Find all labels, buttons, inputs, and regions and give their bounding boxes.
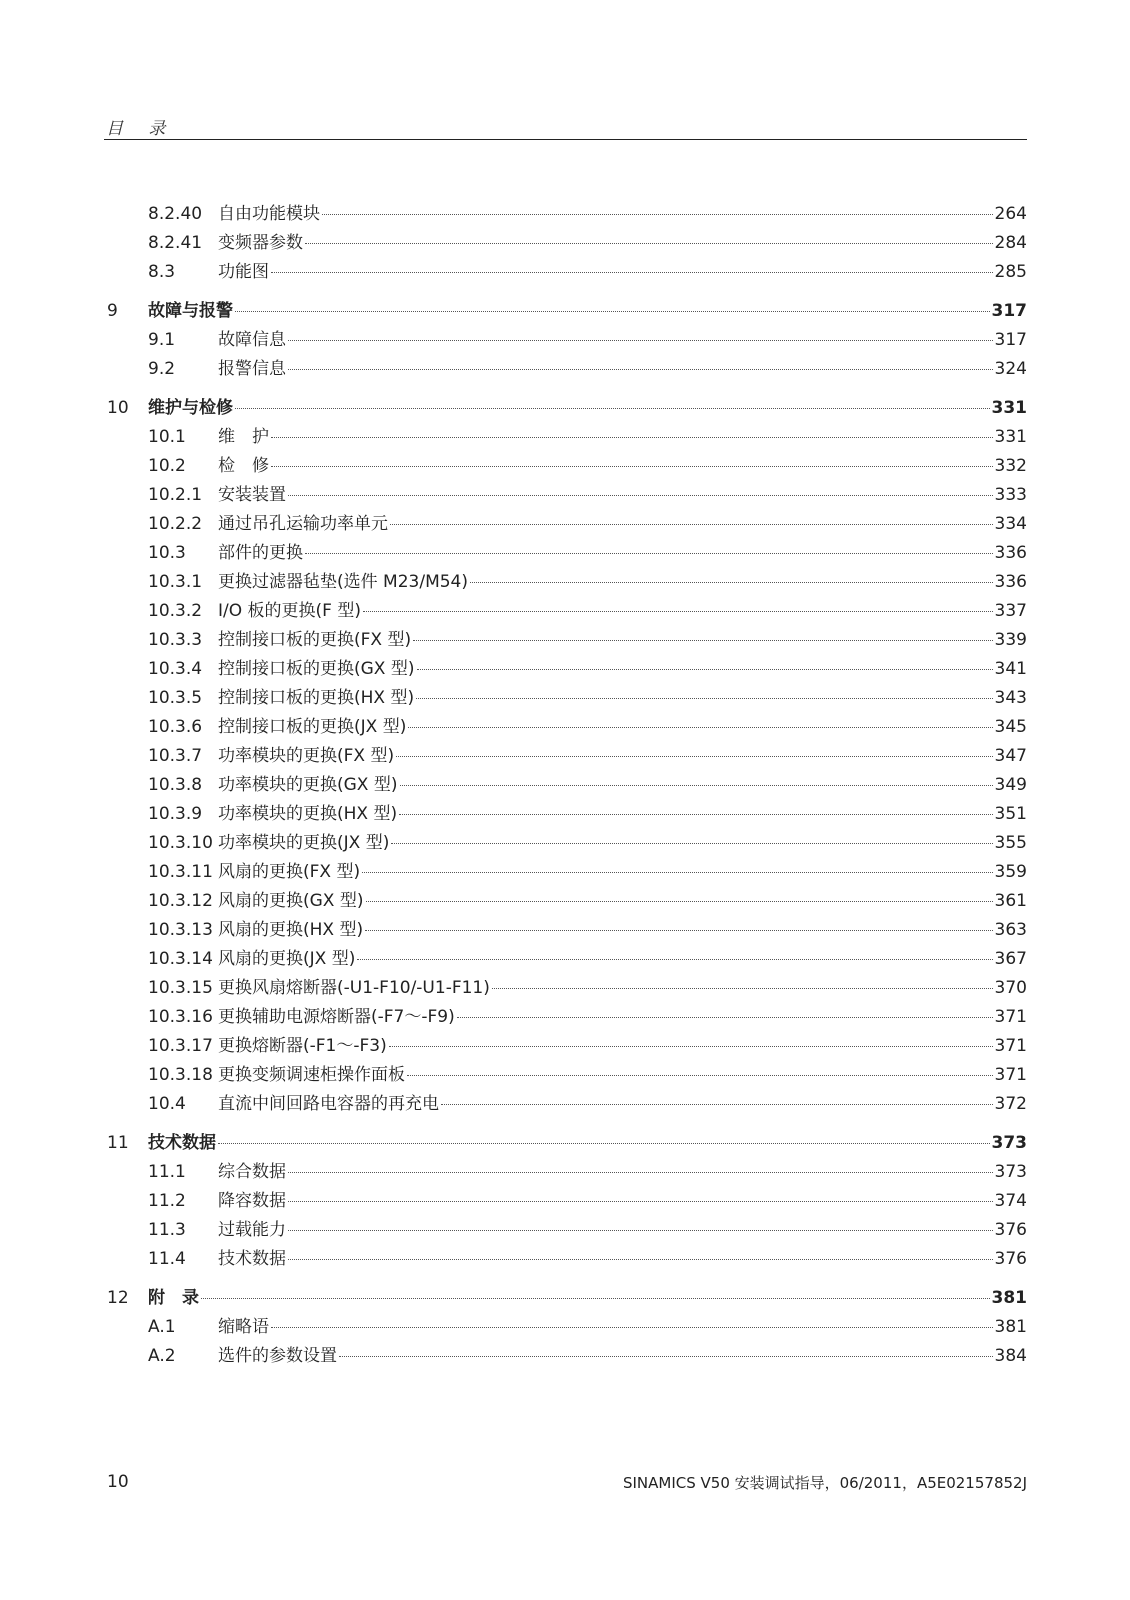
dot-leader xyxy=(235,408,990,409)
toc-entry-page: 349 xyxy=(994,775,1027,795)
toc-entry-title: 技术数据 xyxy=(148,1133,216,1153)
toc-entry-page: 284 xyxy=(994,233,1027,253)
document-info: SINAMICS V50 安装调试指导，06/2011，A5E02157852J xyxy=(622,1474,1027,1492)
toc-section-entry[interactable] xyxy=(0,570,1130,594)
toc-entry-title: 故障与报警 xyxy=(148,301,233,321)
toc-entry-number: 11.4 xyxy=(148,1249,186,1269)
dot-leader xyxy=(399,814,992,815)
dot-leader xyxy=(391,843,992,844)
toc-entry-title: 控制接口板的更换(FX 型) xyxy=(218,630,412,650)
toc-section-entry[interactable] xyxy=(0,425,1130,449)
toc-entry-title: 报警信息 xyxy=(218,359,286,379)
dot-leader xyxy=(363,611,993,612)
toc-entry-line xyxy=(218,512,1027,536)
toc-entry-page: 370 xyxy=(994,978,1027,998)
toc-entry-title: 功率模块的更换(JX 型) xyxy=(218,833,390,853)
toc-entry-line xyxy=(148,1286,1027,1310)
toc-entry-number: 10.3.8 xyxy=(148,775,203,795)
toc-entry-page: 355 xyxy=(994,833,1027,853)
toc-entry-title: 更换过滤器毡垫(选件 M23/M54) xyxy=(218,572,468,592)
toc-entry-line xyxy=(218,570,1027,594)
toc-entry-title: 通过吊孔运输功率单元 xyxy=(218,514,388,534)
toc-entry-title: 控制接口板的更换(GX 型) xyxy=(218,659,415,679)
toc-entry-title: 变频器参数 xyxy=(218,233,303,253)
toc-entry-line xyxy=(218,1189,1027,1213)
toc-entry-line xyxy=(218,1063,1027,1087)
toc-entry-title: 附 录 xyxy=(148,1288,199,1308)
dot-leader xyxy=(288,1259,993,1260)
toc-entry-line xyxy=(218,889,1027,913)
toc-entry-number: 10.2 xyxy=(148,456,186,476)
toc-entry-page: 367 xyxy=(994,949,1027,969)
toc-chapter-entry[interactable] xyxy=(0,396,1130,420)
dot-leader xyxy=(417,669,993,670)
toc-entry-title: 控制接口板的更换(JX 型) xyxy=(218,717,407,737)
dot-leader xyxy=(201,1298,990,1299)
toc-entry-title: 维 护 xyxy=(218,427,269,447)
page-number: 10 xyxy=(107,1472,129,1492)
toc-section-entry[interactable] xyxy=(0,628,1130,652)
toc-entry-number: 10.3.10 xyxy=(148,833,213,853)
dot-leader xyxy=(362,872,992,873)
dot-leader xyxy=(357,959,992,960)
toc-entry-page: 381 xyxy=(994,1317,1027,1337)
dot-leader xyxy=(390,524,993,525)
dot-leader xyxy=(366,901,993,902)
toc-entry-page: 334 xyxy=(994,514,1027,534)
toc-entry-page: 317 xyxy=(991,301,1027,321)
toc-entry-line xyxy=(148,299,1027,323)
dot-leader xyxy=(271,272,993,273)
toc-entry-title: 功率模块的更换(HX 型) xyxy=(218,804,398,824)
toc-entry-title: 功率模块的更换(FX 型) xyxy=(218,746,395,766)
dot-leader xyxy=(288,1201,993,1202)
toc-entry-number: 10.3.17 xyxy=(148,1036,213,1056)
dot-leader xyxy=(389,1046,993,1047)
toc-section-entry[interactable] xyxy=(0,599,1130,623)
toc-entry-number: 10.3 xyxy=(148,543,186,563)
dot-leader xyxy=(305,243,993,244)
toc-entry-title: 部件的更换 xyxy=(218,543,303,563)
toc-section-entry[interactable] xyxy=(0,860,1130,884)
toc-section-entry[interactable] xyxy=(0,231,1130,255)
toc-entry-number: 10.3.7 xyxy=(148,746,203,766)
toc-entry-page: 371 xyxy=(994,1065,1027,1085)
toc-entry-number: A.2 xyxy=(148,1346,176,1366)
dot-leader xyxy=(457,1017,993,1018)
dot-leader xyxy=(492,988,993,989)
toc-entry-title: 风扇的更换(HX 型) xyxy=(218,920,364,940)
toc-entry-line xyxy=(218,657,1027,681)
toc-entry-page: 343 xyxy=(994,688,1027,708)
toc-entry-page: 359 xyxy=(994,862,1027,882)
toc-entry-number: 10.3.12 xyxy=(148,891,213,911)
toc-entry-page: 336 xyxy=(994,543,1027,563)
toc-entry-title: I/O 板的更换(F 型) xyxy=(218,601,361,621)
toc-entry-number: 11 xyxy=(107,1133,129,1153)
toc-entry-line xyxy=(218,715,1027,739)
toc-entry-line xyxy=(218,202,1027,226)
toc-section-entry[interactable] xyxy=(0,1092,1130,1116)
toc-section-entry[interactable] xyxy=(0,1189,1130,1213)
toc-entry-page: 331 xyxy=(994,427,1027,447)
toc-entry-line xyxy=(218,599,1027,623)
toc-entry-title: 维护与检修 xyxy=(148,398,233,418)
toc-entry-number: 10.2.2 xyxy=(148,514,203,534)
dot-leader xyxy=(400,785,993,786)
toc-entry-number: 10.3.16 xyxy=(148,1007,213,1027)
dot-leader xyxy=(365,930,992,931)
toc-entry-line xyxy=(218,1005,1027,1029)
toc-entry-line xyxy=(218,773,1027,797)
toc-chapter-entry[interactable] xyxy=(0,1286,1130,1310)
toc-entry-line xyxy=(218,260,1027,284)
toc-section-entry[interactable] xyxy=(0,744,1130,768)
toc-entry-title: 功能图 xyxy=(218,262,269,282)
toc-entry-page: 333 xyxy=(994,485,1027,505)
toc-section-entry[interactable] xyxy=(0,686,1130,710)
toc-entry-number: 10.3.2 xyxy=(148,601,203,621)
toc-entry-number: 10.3.14 xyxy=(148,949,213,969)
toc-entry-line xyxy=(218,976,1027,1000)
toc-entry-number: 10.3.1 xyxy=(148,572,203,592)
toc-section-entry[interactable] xyxy=(0,1005,1130,1029)
dot-leader xyxy=(271,466,993,467)
toc-entry-title: 降容数据 xyxy=(218,1191,286,1211)
toc-entry-line xyxy=(218,1092,1027,1116)
toc-entry-line xyxy=(218,483,1027,507)
dot-leader xyxy=(271,437,993,438)
toc-entry-number: 10.3.5 xyxy=(148,688,203,708)
toc-entry-title: 风扇的更换(FX 型) xyxy=(218,862,361,882)
toc-entry-line xyxy=(218,425,1027,449)
toc-entry-page: 384 xyxy=(994,1346,1027,1366)
toc-entry-line xyxy=(148,1131,1027,1155)
toc-entry-number: 8.3 xyxy=(148,262,176,282)
toc-entry-page: 376 xyxy=(994,1249,1027,1269)
toc-entry-title: 风扇的更换(GX 型) xyxy=(218,891,364,911)
dot-leader xyxy=(305,553,993,554)
toc-entry-title: 更换变频调速柜操作面板 xyxy=(218,1065,405,1085)
toc-entry-page: 371 xyxy=(994,1036,1027,1056)
toc-entry-title: 更换熔断器(-F1～-F3) xyxy=(218,1036,387,1056)
header-rule xyxy=(104,139,1027,140)
toc-entry-number: 10.3.18 xyxy=(148,1065,213,1085)
toc-section-entry[interactable] xyxy=(0,802,1130,826)
toc-entry-title: 功率模块的更换(GX 型) xyxy=(218,775,398,795)
toc-entry-line xyxy=(218,1160,1027,1184)
toc-section-entry[interactable] xyxy=(0,1315,1130,1339)
toc-entry-page: 373 xyxy=(991,1133,1027,1153)
toc-entry-line xyxy=(218,947,1027,971)
toc-entry-page: 285 xyxy=(994,262,1027,282)
toc-entry-line xyxy=(148,396,1027,420)
toc-entry-number: 11.2 xyxy=(148,1191,186,1211)
toc-entry-number: 11.3 xyxy=(148,1220,186,1240)
toc-section-entry[interactable] xyxy=(0,357,1130,381)
toc-entry-number: 9.2 xyxy=(148,359,176,379)
toc-entry-page: 336 xyxy=(994,572,1027,592)
toc-entry-number: 10.3.15 xyxy=(148,978,213,998)
toc-entry-line xyxy=(218,1344,1027,1368)
dot-leader xyxy=(396,756,992,757)
dot-leader xyxy=(339,1356,993,1357)
dot-leader xyxy=(288,369,993,370)
toc-chapter-entry[interactable] xyxy=(0,299,1130,323)
toc-entry-page: 324 xyxy=(994,359,1027,379)
toc-entry-page: 332 xyxy=(994,456,1027,476)
toc-entry-number: 9.1 xyxy=(148,330,176,350)
toc-entry-number: 12 xyxy=(107,1288,129,1308)
toc-section-entry[interactable] xyxy=(0,773,1130,797)
toc-entry-page: 361 xyxy=(994,891,1027,911)
toc-entry-number: 8.2.40 xyxy=(148,204,203,224)
toc-entry-line xyxy=(218,686,1027,710)
toc-entry-number: 10.3.11 xyxy=(148,862,213,882)
toc-section-entry[interactable] xyxy=(0,715,1130,739)
toc-section-entry[interactable] xyxy=(0,541,1130,565)
toc-entry-title: 自由功能模块 xyxy=(218,204,320,224)
toc-section-entry[interactable] xyxy=(0,657,1130,681)
toc-entry-page: 363 xyxy=(994,920,1027,940)
toc-entry-line xyxy=(218,628,1027,652)
toc-entry-line xyxy=(218,357,1027,381)
dot-leader xyxy=(288,340,993,341)
toc-entry-line xyxy=(218,328,1027,352)
dot-leader xyxy=(407,1075,993,1076)
toc-entry-page: 264 xyxy=(994,204,1027,224)
toc-section-entry[interactable] xyxy=(0,1218,1130,1242)
toc-entry-title: 更换辅助电源熔断器(-F7～-F9) xyxy=(218,1007,455,1027)
toc-entry-title: 直流中间回路电容器的再充电 xyxy=(218,1094,439,1114)
toc-section-entry[interactable] xyxy=(0,976,1130,1000)
dot-leader xyxy=(218,1143,990,1144)
toc-entry-line xyxy=(218,231,1027,255)
toc-entry-page: 376 xyxy=(994,1220,1027,1240)
toc-entry-line xyxy=(218,1034,1027,1058)
toc-entry-page: 345 xyxy=(994,717,1027,737)
toc-section-entry[interactable] xyxy=(0,1063,1130,1087)
toc-entry-number: 10.3.9 xyxy=(148,804,203,824)
toc-section-entry[interactable] xyxy=(0,328,1130,352)
toc-entry-title: 更换风扇熔断器(-U1-F10/-U1-F11) xyxy=(218,978,490,998)
toc-chapter-entry[interactable] xyxy=(0,1131,1130,1155)
toc-entry-line xyxy=(218,1315,1027,1339)
toc-entry-page: 374 xyxy=(994,1191,1027,1211)
toc-entry-title: 综合数据 xyxy=(218,1162,286,1182)
toc-section-entry[interactable] xyxy=(0,483,1130,507)
toc-entry-line xyxy=(218,802,1027,826)
toc-section-entry[interactable] xyxy=(0,1160,1130,1184)
toc-entry-number: A.1 xyxy=(148,1317,176,1337)
toc-entry-title: 技术数据 xyxy=(218,1249,286,1269)
dot-leader xyxy=(235,311,990,312)
toc-entry-title: 风扇的更换(JX 型) xyxy=(218,949,356,969)
dot-leader xyxy=(288,1172,993,1173)
toc-entry-page: 337 xyxy=(994,601,1027,621)
toc-section-entry[interactable] xyxy=(0,889,1130,913)
toc-entry-page: 341 xyxy=(994,659,1027,679)
toc-entry-page: 347 xyxy=(994,746,1027,766)
toc-entry-number: 10.2.1 xyxy=(148,485,203,505)
toc-section-entry[interactable] xyxy=(0,512,1130,536)
toc-entry-page: 372 xyxy=(994,1094,1027,1114)
toc-entry-line xyxy=(218,1247,1027,1271)
dot-leader xyxy=(441,1104,993,1105)
toc-entry-title: 控制接口板的更换(HX 型) xyxy=(218,688,415,708)
toc-entry-title: 安装装置 xyxy=(218,485,286,505)
dot-leader xyxy=(413,640,992,641)
toc-entry-line xyxy=(218,1218,1027,1242)
dot-leader xyxy=(288,1230,993,1231)
dot-leader xyxy=(408,727,992,728)
toc-entry-number: 10 xyxy=(107,398,129,418)
dot-leader xyxy=(416,698,992,699)
toc-entry-title: 检 修 xyxy=(218,456,269,476)
toc-entry-line xyxy=(218,831,1027,855)
toc-section-entry[interactable] xyxy=(0,1344,1130,1368)
toc-entry-number: 10.3.4 xyxy=(148,659,203,679)
running-header: 目 录 xyxy=(106,119,176,139)
toc-entry-line xyxy=(218,744,1027,768)
toc-entry-title: 选件的参数设置 xyxy=(218,1346,337,1366)
toc-section-entry[interactable] xyxy=(0,947,1130,971)
toc-section-entry[interactable] xyxy=(0,202,1130,226)
dot-leader xyxy=(322,214,993,215)
toc-entry-number: 9 xyxy=(107,301,118,321)
dot-leader xyxy=(470,582,993,583)
toc-entry-page: 317 xyxy=(994,330,1027,350)
toc-entry-line xyxy=(218,918,1027,942)
toc-entry-number: 10.1 xyxy=(148,427,186,447)
toc-entry-number: 10.3.13 xyxy=(148,920,213,940)
toc-entry-number: 10.3.3 xyxy=(148,630,203,650)
toc-entry-page: 373 xyxy=(994,1162,1027,1182)
toc-section-entry[interactable] xyxy=(0,260,1130,284)
toc-entry-page: 331 xyxy=(991,398,1027,418)
dot-leader xyxy=(271,1327,993,1328)
toc-section-entry[interactable] xyxy=(0,831,1130,855)
toc-entry-page: 339 xyxy=(994,630,1027,650)
toc-entry-line xyxy=(218,860,1027,884)
toc-entry-line xyxy=(218,454,1027,478)
toc-section-entry[interactable] xyxy=(0,1034,1130,1058)
toc-entry-page: 371 xyxy=(994,1007,1027,1027)
toc-entry-number: 10.3.6 xyxy=(148,717,203,737)
dot-leader xyxy=(288,495,993,496)
toc-entry-title: 过载能力 xyxy=(218,1220,286,1240)
toc-entry-page: 351 xyxy=(994,804,1027,824)
toc-section-entry[interactable] xyxy=(0,1247,1130,1271)
toc-section-entry[interactable] xyxy=(0,454,1130,478)
toc-entry-number: 8.2.41 xyxy=(148,233,203,253)
toc-entry-title: 故障信息 xyxy=(218,330,286,350)
toc-entry-page: 381 xyxy=(991,1288,1027,1308)
toc-entry-number: 10.4 xyxy=(148,1094,186,1114)
toc-section-entry[interactable] xyxy=(0,918,1130,942)
toc-entry-line xyxy=(218,541,1027,565)
toc-entry-number: 11.1 xyxy=(148,1162,186,1182)
toc-entry-title: 缩略语 xyxy=(218,1317,269,1337)
